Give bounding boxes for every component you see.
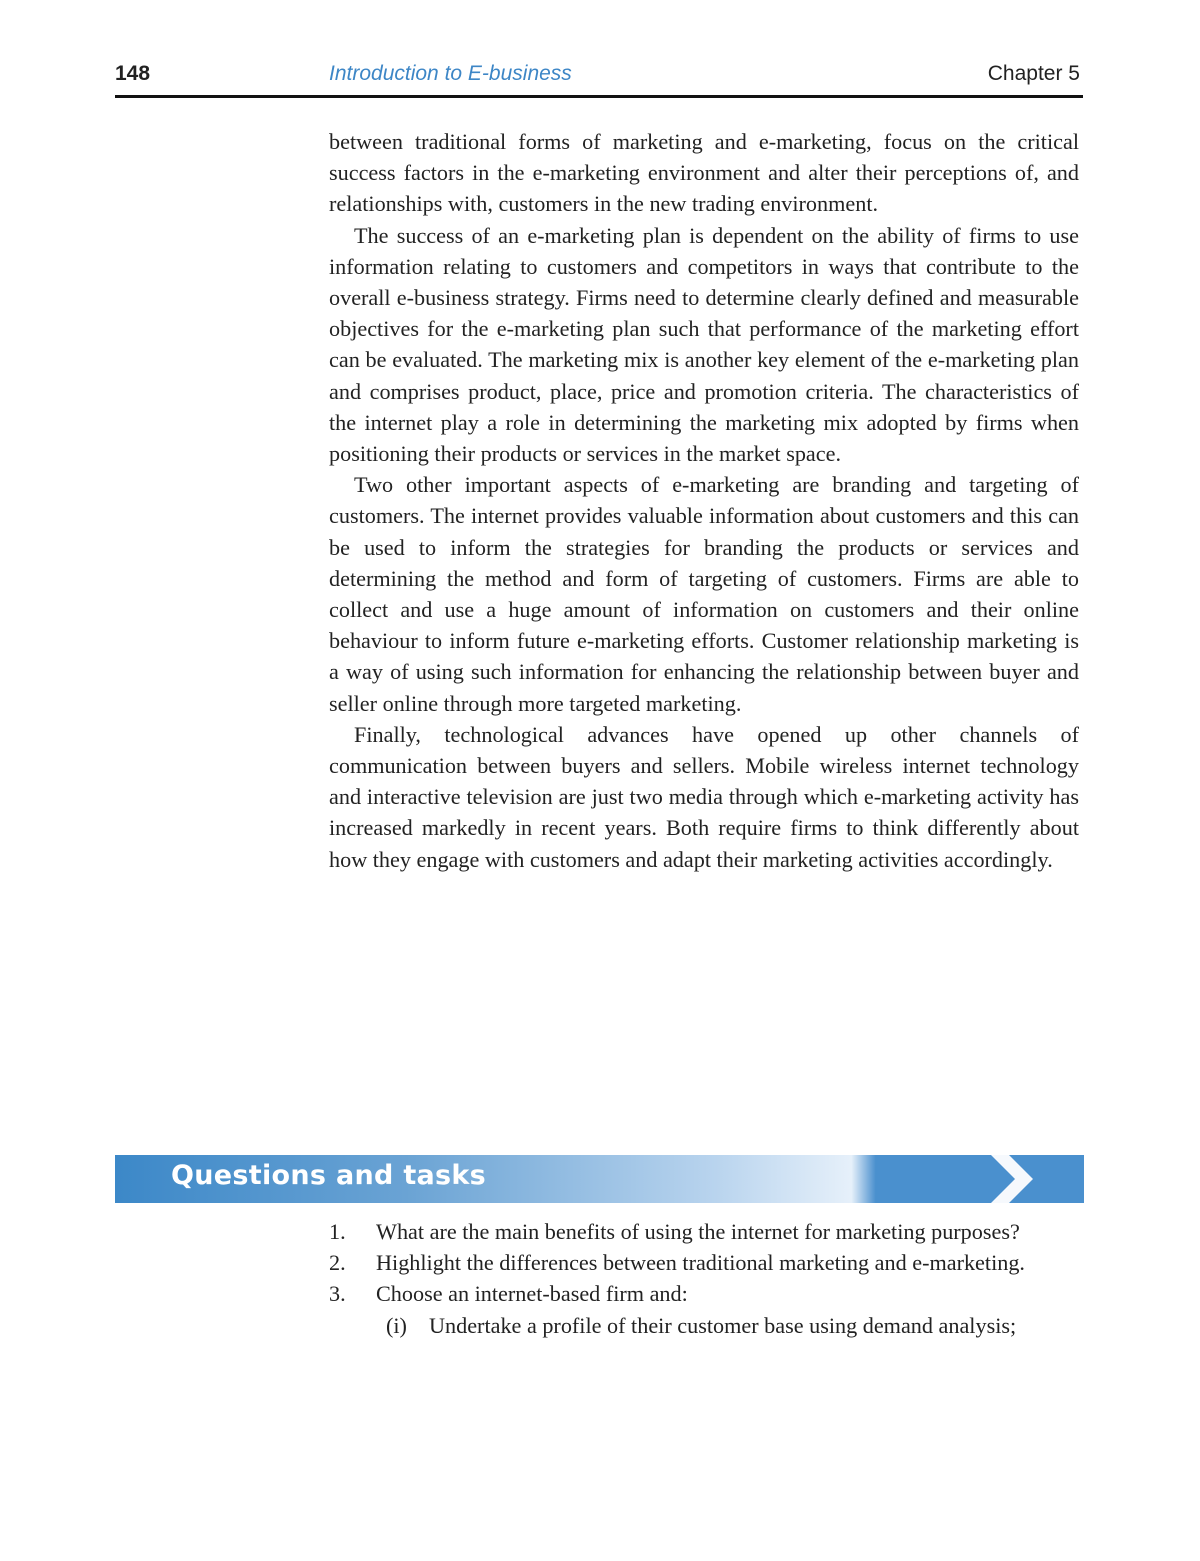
list-item <box>329 1216 1079 1247</box>
header-rule <box>115 95 1083 98</box>
book-title: Introduction to E-business <box>329 62 572 85</box>
item-number: 2. <box>329 1250 346 1276</box>
item-text: What are the main benefits of using the internet for marketing purposes? <box>376 1219 1020 1244</box>
section-heading-band <box>115 1155 1084 1203</box>
list-item <box>329 1278 1079 1309</box>
page-number: 148 <box>115 62 151 85</box>
list-item <box>329 1247 1079 1278</box>
paragraph: The success of an e-marketing plan is dependent on the ability of firms to use information relating to customers and competitors in ways that contribute to the overall e-business strategy. Firms need to determine clearly defined and measurable objectives for the e-marketing plan such that performance of the marketing effort can be evaluated. The marketing mix is another key element of the e-marketing plan and comprises product, place, price and promotion criteria. The characteristics of the internet play a role in determining the marketing mix adopted by firms when positioning their products or services in the market space. <box>329 222 1079 467</box>
questions-list <box>329 1216 1079 1341</box>
item-number: 1. <box>329 1219 346 1244</box>
paragraph: Two other important aspects of e-marketing are branding and targeting of customers. The internet provides valuable information about customers and this can be used to inform the strategies for branding the products or services and determining the method and form of targeting of customers. Firms are able to collect and use a huge amount of information on customers and their online behaviour to inform future e-marketing efforts. Customer relationship marketing is a way of using such information for enhancing the relationship between buyer and seller online through more targeted marketing. <box>329 472 1079 716</box>
paragraph: Finally, technological advances have opened up other channels of communication between buyers and sellers. Mobile wireless internet technology and interactive television are just two media through which e-marketing activity has increased markedly in recent years. Both require firms to think differently about how they engage with customers and adapt their marketing activities accordingly. <box>329 721 1079 872</box>
section-title: Questions and tasks <box>171 1160 487 1191</box>
item-text: Highlight the differences between traditional marketing and e-marketing. <box>376 1250 1025 1276</box>
chevron-arrow-icon <box>875 1147 1035 1211</box>
running-head <box>115 60 1083 90</box>
chapter-label: Chapter 5 <box>987 62 1080 85</box>
body-text <box>329 126 1079 875</box>
item-number: 3. <box>329 1281 346 1307</box>
sub-item-number: (i) <box>386 1312 407 1338</box>
paragraph: between traditional forms of marketing and e-marketing, focus on the critical success factors in the e-marketing environment and alter their perceptions of, and relationships with, customers in the new trading environment. <box>329 129 1079 217</box>
sub-list-item <box>329 1310 1061 1341</box>
sub-item-text: Undertake a profile of their customer base using demand analysis; <box>429 1312 1017 1338</box>
item-text: Choose an internet-based firm and: <box>376 1281 688 1307</box>
